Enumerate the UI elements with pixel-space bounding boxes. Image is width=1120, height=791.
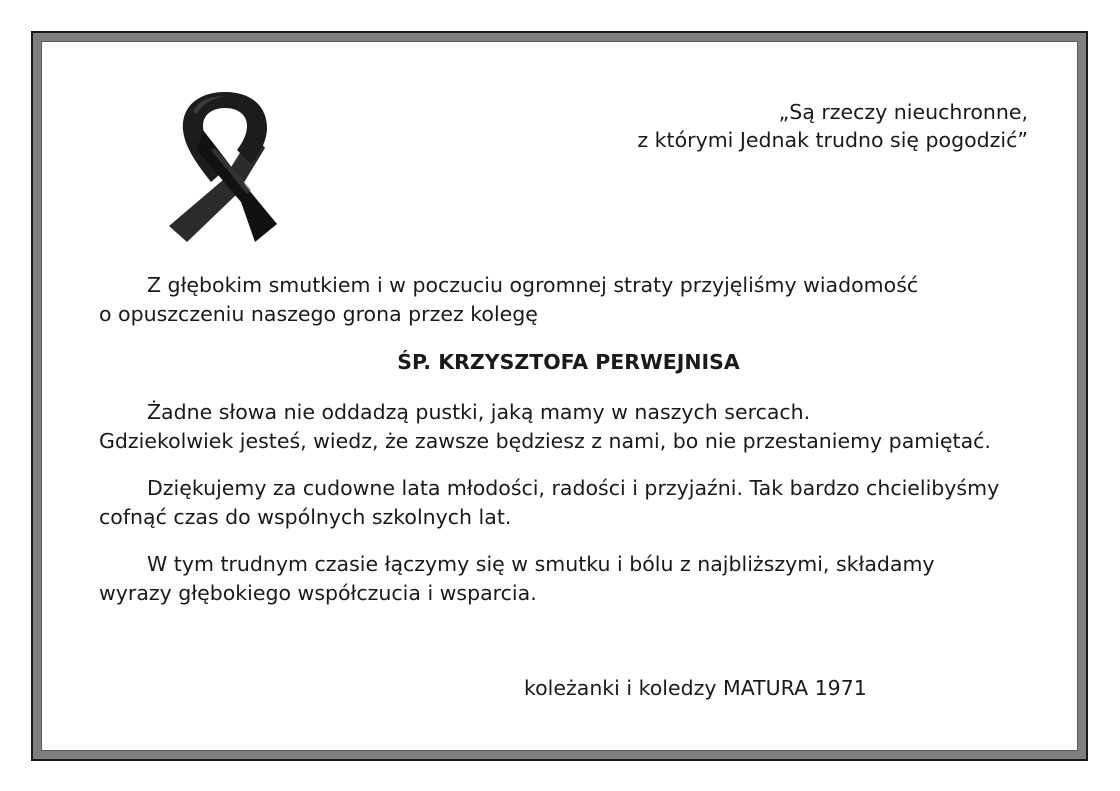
paragraph-announcement xyxy=(99,271,1099,329)
obituary-card xyxy=(41,41,1078,751)
paragraph-line: Dziękujemy za cudowne lata młodości, radości i przyjaźni. Tak bardzo chcielibyśmy xyxy=(147,476,1000,500)
paragraph-line: Gdziekolwiek jesteś, wiedz, że zawsze będziesz z nami, bo nie przestaniemy pamiętać. xyxy=(99,429,991,453)
obituary-frame xyxy=(31,31,1088,761)
deceased-name: ŚP. KRZYSZTOFA PERWEJNISA xyxy=(397,350,740,374)
paragraph-line: W tym trudnym czasie łączymy się w smutku i bólu z najbliższymi, składamy xyxy=(147,552,935,576)
paragraph-line: cofnąć czas do wspólnych szkolnych lat. xyxy=(99,505,512,529)
paragraph-line: Żadne słowa nie oddadzą pustki, jaką mamy w naszych sercach. xyxy=(147,400,811,424)
quote-line-1: „Są rzeczy nieuchronne, xyxy=(778,100,1028,124)
quote-line-2: z którymi Jednak trudno się pogodzić” xyxy=(637,128,1028,152)
paragraph-emptiness xyxy=(99,398,1099,456)
paragraph-line: wyrazy głębokiego współczucia i wsparcia. xyxy=(99,581,537,605)
paragraph-line: o opuszczeniu naszego grona przez kolegę xyxy=(99,302,538,326)
paragraph-condolences xyxy=(99,550,1099,608)
quote xyxy=(637,98,1028,154)
mourning-ribbon-icon xyxy=(167,90,283,246)
signature: koleżanki i koledzy MATURA 1971 xyxy=(524,676,867,700)
paragraph-line: Z głębokim smutkiem i w poczuciu ogromnej straty przyjęliśmy wiadomość xyxy=(147,273,919,297)
paragraph-gratitude xyxy=(99,474,1099,532)
